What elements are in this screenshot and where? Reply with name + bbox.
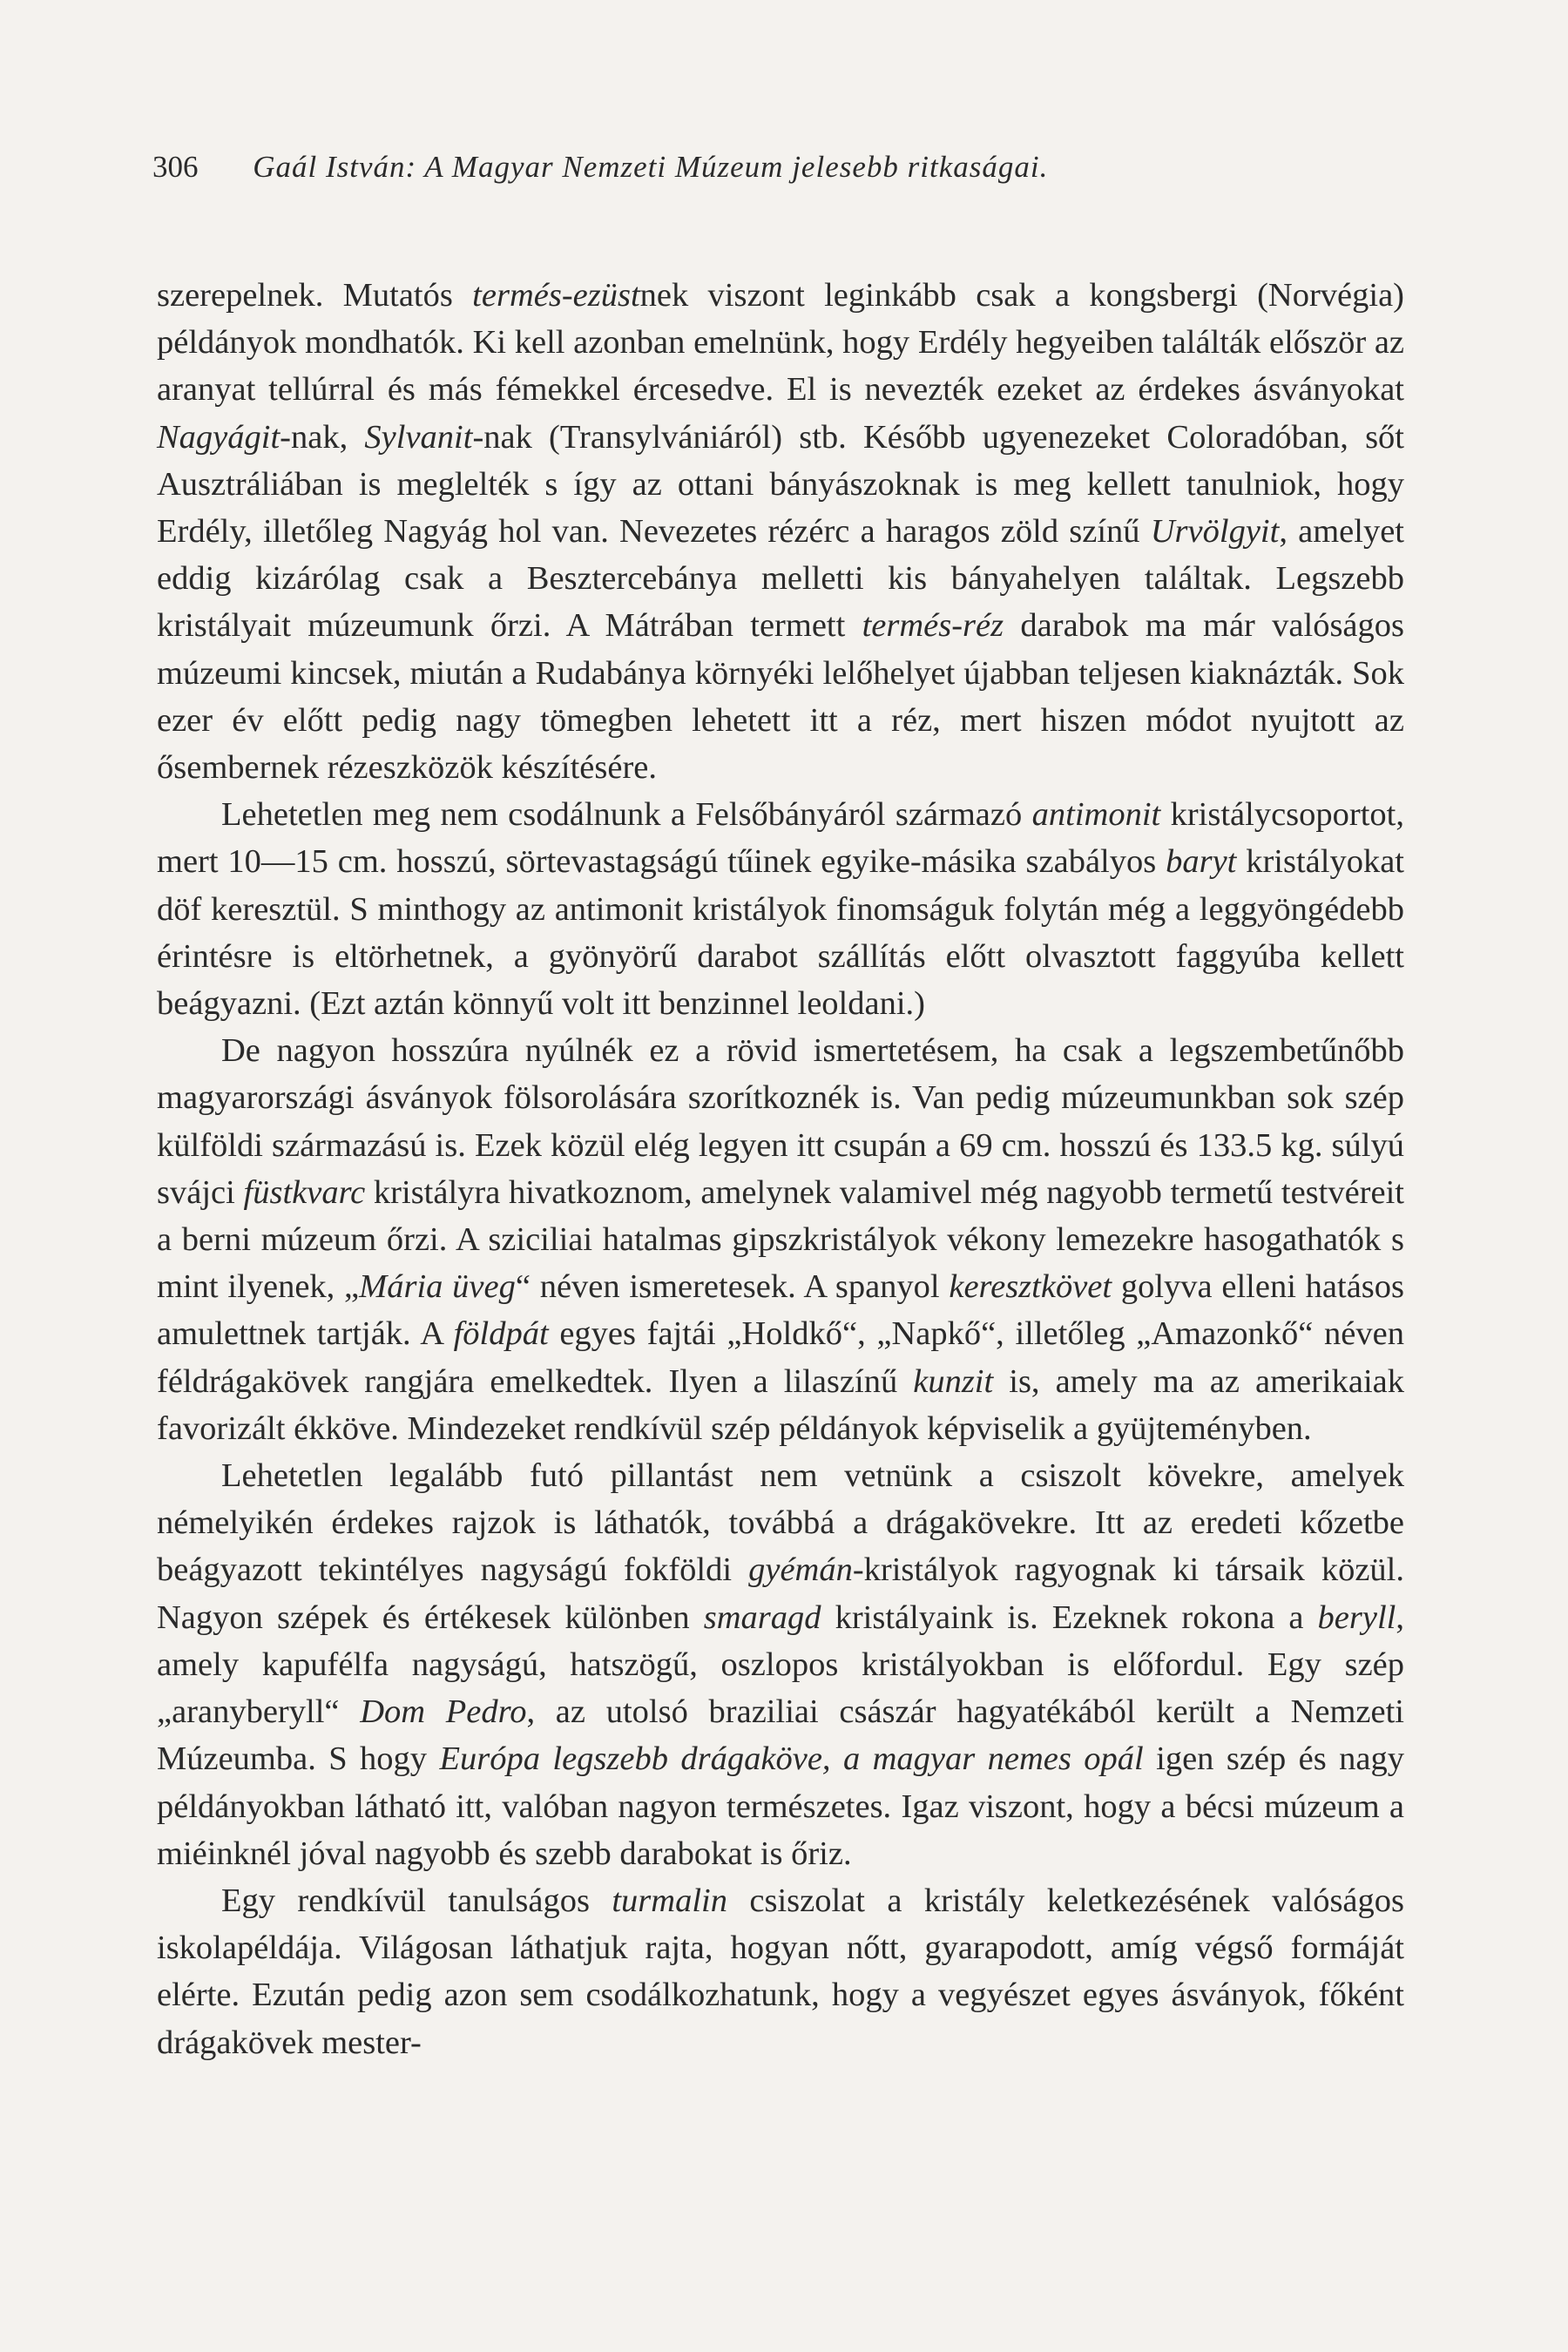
text-run: De nagyon hosszúra nyúlnék ez a rövid ismertetésem, ha csak a legszembetűnőbb magyarországi ásványok fölsorolására szorítkoznék is. Van pedig múzeumunkban sok szép külföldi származású is. Ezek közül elég legyen itt csupán a 69 cm. hosszú és 133.5 kg. súlyú svájci bbox=[157, 1032, 1404, 1211]
text-run: , az utolsó braziliai császár hagyatékából került a Nemzeti Múzeumba. S hogy bbox=[157, 1693, 1404, 1778]
text-run: Egy rendkívül tanulságos bbox=[221, 1882, 612, 1919]
italic-term: Dom Pedro bbox=[360, 1693, 527, 1731]
running-title: Gaál István: A Magyar Nemzeti Múzeum jelesebb ritkaságai. bbox=[253, 150, 1049, 184]
italic-term: földpát bbox=[453, 1315, 549, 1353]
text-run: is, amely ma az amerikaiak favorizált ékköve. Mindezeket rendkívül szép példányok képviselik a gyüjteményben. bbox=[157, 1362, 1404, 1447]
italic-term: kunzit bbox=[913, 1362, 994, 1400]
text-run: kristálycsoportot, mert 10—15 cm. hosszú, sörtevastagságú tűinek egyike-másika szabályos bbox=[157, 796, 1404, 881]
italic-term: Mária üveg bbox=[359, 1268, 516, 1306]
italic-term: beryll bbox=[1317, 1598, 1396, 1636]
text-run: csiszolat a kristály keletkezésének valóságos iskolapéldája. Világosan láthatjuk rajta, hogyan nőtt, gyarapodott, amíg végső formáját elérte. Ezután pedig azon sem csodálkozhatunk, hogy a vegyészet egyes ásványok, főként drágakövek mester- bbox=[157, 1882, 1404, 2061]
text-run: egyes fajtái „Holdkő“, „Napkő“, illetőleg „Amazonkő“ néven féldrágakövek rangjára emelkedtek. Ilyen a lilaszínű bbox=[157, 1315, 1404, 1400]
text-run: -nak (Transylvániáról) stb. Később ugyenezeket Coloradóban, sőt Ausztráliában is meglelték s így az ottani bányászoknak is meg kellett tanulniok, hogy Erdély, illetőleg Nagyág hol van. Nevezetes rézérc a haragos zöld színű bbox=[157, 418, 1404, 551]
paragraph-2 bbox=[157, 791, 1404, 1027]
text-run: -nak, bbox=[280, 418, 365, 456]
text-run: , amelyet eddig kizárólag csak a Besztercebánya melletti kis bányahelyen találtak. Legszebb kristályait múzeumunk őrzi. A Mátrában termett bbox=[157, 513, 1404, 645]
text-run: szerepelnek. Mutatós bbox=[157, 277, 473, 314]
italic-term: Európa legszebb drágaköve, a magyar nemes opál bbox=[439, 1740, 1144, 1778]
italic-term: keresztkövet bbox=[949, 1268, 1112, 1306]
italic-term: termés-ezüst bbox=[472, 277, 640, 314]
text-run: “ néven ismeretesek. A spanyol bbox=[515, 1268, 950, 1306]
page-number: 306 bbox=[152, 150, 199, 184]
text-run: darabok ma már valóságos múzeumi kincsek, miután a Rudabánya környéki lelőhelyet újabban teljesen kiaknázták. Sok ezer év előtt pedig nagy tömegben lehetett itt a réz, mert hiszen módot nyujtott az ősembernek rézeszközök készítésére. bbox=[157, 607, 1404, 787]
italic-term: füstkvarc bbox=[243, 1173, 366, 1211]
paragraph-5 bbox=[157, 1877, 1404, 2066]
text-run: nek viszont leginkább csak a kongsbergi (Norvégia) példányok mondhatók. Ki kell azonban emelnünk, hogy Erdély hegyeiben találták először az aranyat tellúrral és más fémekkel ércesedve. El is nevezték ezeket az érdekes ásványokat bbox=[157, 277, 1404, 409]
italic-term: gyémán bbox=[748, 1551, 853, 1589]
text-run: kristályra hivatkoznom, amelynek valamivel még nagyobb termetű testvéreit a berni múzeum őrzi. A sziciliai hatalmas gipszkristályok vékony lemezekre hasogathatók s mint ilyenek, „ bbox=[157, 1173, 1404, 1306]
body-text bbox=[157, 272, 1404, 2066]
italic-term: Nagyágit bbox=[157, 418, 280, 456]
italic-term: antimonit bbox=[1031, 796, 1161, 834]
text-run: Lehetetlen meg nem csodálnunk a Felsőbányáról származó bbox=[221, 796, 1032, 834]
italic-term: turmalin bbox=[612, 1882, 727, 1919]
paragraph-4 bbox=[157, 1452, 1404, 1877]
text-run: Lehetetlen legalább futó pillantást nem vetnünk a csiszolt kövekre, amelyek némelyikén érdekes rajzok is láthatók, továbbá a drágakövekre. Itt az eredeti kőzetbe beágyazott tekintélyes nagyságú fokföldi bbox=[157, 1457, 1404, 1589]
running-head bbox=[152, 148, 1416, 186]
text-run: -kristályok ragyognak ki társaik közül. Nagyon szépek és értékesek különben bbox=[157, 1551, 1404, 1636]
italic-term: Sylvanit bbox=[364, 418, 473, 456]
text-run: kristályaink is. Ezeknek rokona a bbox=[821, 1598, 1318, 1636]
italic-term: baryt bbox=[1166, 843, 1237, 881]
text-run: igen szép és nagy példányokban látható itt, valóban nagyon természetes. Igaz viszont, hogy a bécsi múzeum a miéinknél jóval nagyobb és szebb darabokat is őriz. bbox=[157, 1740, 1405, 1872]
text-run: , amely kapufélfa nagyságú, hatszögű, oszlopos kristályokban is előfordul. Egy szép „aranyberyll“ bbox=[157, 1598, 1404, 1731]
italic-term: termés-réz bbox=[862, 607, 1004, 645]
paragraph-3 bbox=[157, 1027, 1404, 1452]
paragraph-1 bbox=[157, 272, 1404, 791]
italic-term: Urvölgyit bbox=[1150, 513, 1280, 551]
text-run: kristályokat döf keresztül. S minthogy az antimonit kristályok finomságuk folytán még a leggyöngédebb érintésre is eltörhetnek, a gyönyörű darabot szállítás előtt olvasztott faggyúba kellett beágyazni. (Ezt aztán könnyű volt itt benzinnel leoldani.) bbox=[157, 843, 1404, 1023]
text-run: golyva elleni hatásos amulettnek tartják. A bbox=[157, 1268, 1405, 1353]
italic-term: smaragd bbox=[703, 1598, 821, 1636]
